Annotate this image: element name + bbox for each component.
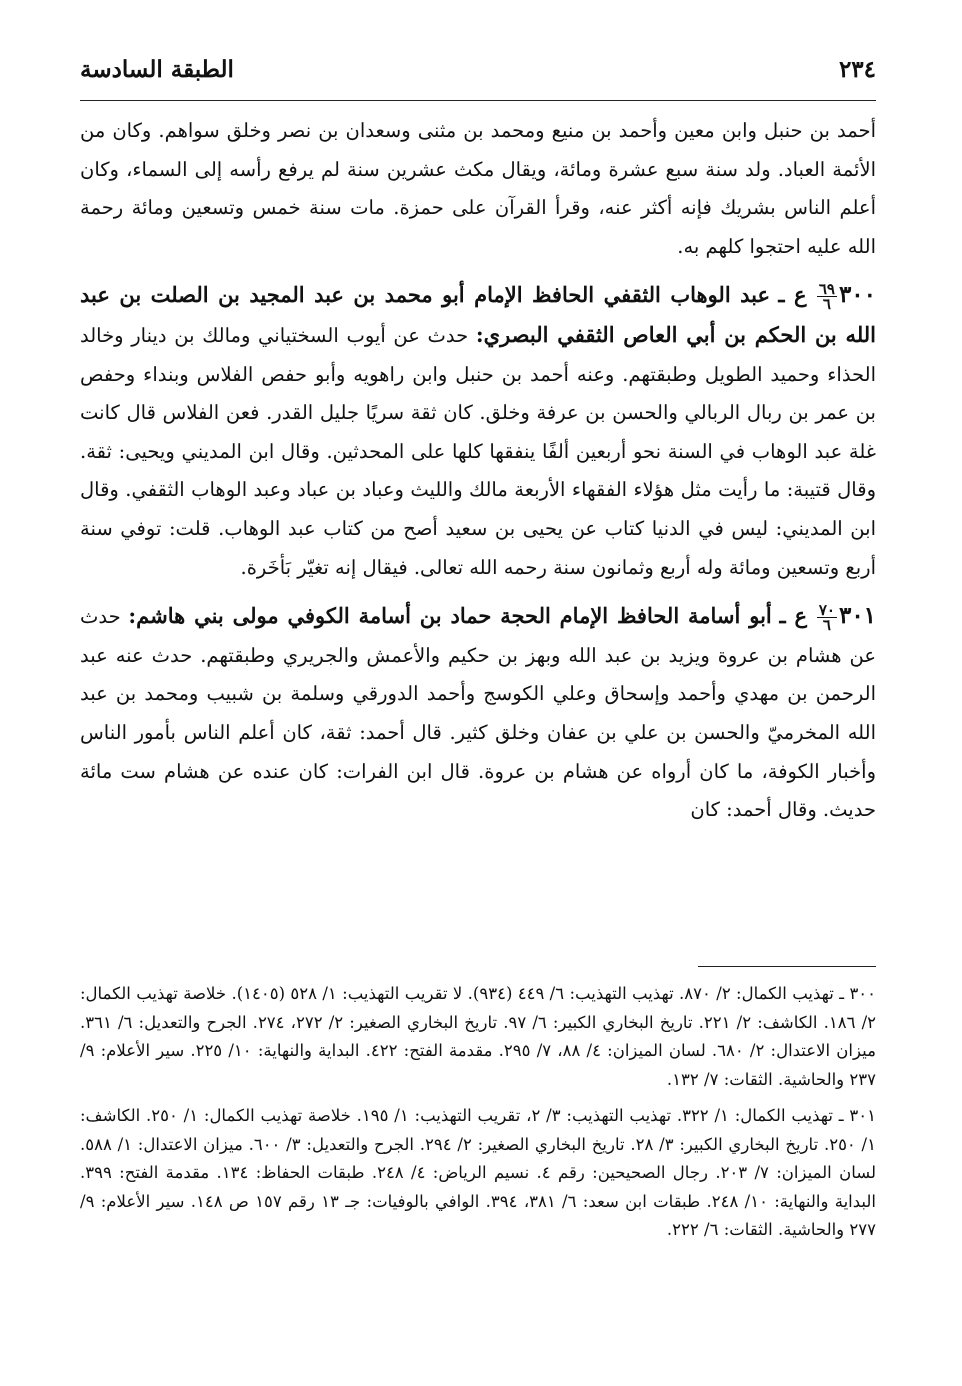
entry-fraction: $\frac{٦٩}{٦}$	[818, 280, 835, 314]
main-text	[80, 112, 876, 830]
entry-code: ع ـ	[779, 603, 808, 629]
entry-name: عبد الوهاب الثقفي الحافظ الإمام أبو محمد بن عبد المجيد بن الصلت بن عبد الله بن الحكم بن أبي العاص الثقفي البصري:	[80, 282, 877, 347]
entry-text: حدث عن أيوب السختياني ومالك بن دينار وخالد الحذاء وحميد الطويل وطبقتهم. وعنه أحمد بن حنبل وابن راهويه وأبو حفص الفلاس وبنداء وحفص بن عمر بن ربال الربالي والحسن بن عرفة وخلق. كان ثقة سريًا جليل القدر. فعن الفلاس قال كانت غلة عبد الوهاب في السنة نحو أربعين ألفًا ينفقها كلها على المحدثين. وقال ابن المديني ويحيى: ثقة. وقال قتيبة: ما رأيت مثل هؤلاء الفقهاء الأربعة مالك والليث وعباد بن عباد وعبد الوهاب الثقفي. وقال ابن المديني: ليس في الدنيا كتاب عن يحيى بن سعيد أصح من كتاب عبد الوهاب. قلت: توفي سنة أربع وتسعين ومائة وله أربع وثمانون سنة رحمه الله تعالى. فيقال إنه تغيّر بَأخَرة.	[80, 323, 876, 579]
entry-name: أبو أسامة الحافظ الإمام الحجة حماد بن أسامة الكوفي مولى بني هاشم:	[128, 603, 772, 629]
section-title: الطبقة السادسة	[80, 56, 234, 83]
entry-number: ٣٠٠	[838, 281, 877, 309]
entry-text: حدث عن هشام بن عروة ويزيد بن عبد الله وبهز بن حكيم والأعمش والجريري وطبقتهم. حدث عنه عبد الرحمن بن مهدي وأحمد وإسحاق وعلي الكوسج وأحمد الدورقي وسلمة بن شبيب ومحمد بن عبد الله المخرميّ والحسن بن علي بن عفان وخلق كثير. قال أحمد: ثقة، كان أعلم الناس بأمور الناس وأخبار الكوفة، ما كان أرواه عن هشام بن عروة. قال ابن الفرات: كان عنده عن هشام ست مائة حديث. وقال أحمد: كان	[80, 605, 876, 822]
entry-number: ٣٠١	[838, 602, 877, 630]
entry-fraction: $\frac{٧٠}{٦}$	[818, 601, 835, 635]
footnotes	[80, 980, 876, 1245]
intro-paragraph: أحمد بن حنبل وابن معين وأحمد بن منيع ومحمد بن مثنى وسعدان بن نصر وخلق سواهم. وكان من الأئمة العباد. ولد سنة سبع عشرة ومائة، ويقال مكث عشرين سنة لم يرفع رأسه إلى السماء، وكان أعلم الناس بشريك فإنه أكثر عنه، وقرأ القرآن على حمزة. مات سنة خمس وتسعين ومائة رحمة الله عليه احتجوا كلهم به.	[80, 119, 876, 258]
footnote-300: ٣٠٠ ـ تهذيب الكمال: ٢/ ٨٧٠. تهذيب التهذيب: ٦/ ٤٤٩ (٩٣٤). لا تقريب التهذيب: ١/ ٥٢٨ (١٤٠٥). خلاصة تهذيب الكمال: ٢/ ١٨٦. الكاشف: ٢/ ٢٢١. تاريخ البخاري الكبير: ٦/ ٩٧. تاريخ البخاري الصغير: ٢/ ٢٧٢، ٢٧٤. الجرح والتعديل: ٦/ ٣٦١. ميزان الاعتدال: ٢/ ٦٨٠. لسان الميزان: ٤/ ٨٨، ٧/ ٢٩٥. مقدمة الفتح: ٤٢٢. البداية والنهاية: ١٠/ ٢٢٥. سير الأعلام: ٩/ ٢٣٧ والحاشية. الثقات: ٧/ ١٣٢.	[80, 984, 877, 1089]
entry-code: ع ـ	[778, 282, 807, 308]
biography-entry-301	[80, 597, 876, 830]
page-header	[80, 56, 876, 101]
biography-entry-300	[80, 276, 876, 587]
page-number: ٢٣٤	[838, 56, 876, 83]
footnote-separator	[698, 966, 876, 967]
footnote-301: ٣٠١ ـ تهذيب الكمال: ١/ ٣٢٢. تهذيب التهذيب: ٣/ ٢، تقريب التهذيب: ١/ ١٩٥. خلاصة تهذيب الكمال: ١/ ٢٥٠. الكاشف: ١/ ٢٥٠. تاريخ البخاري الكبير: ٣/ ٢٨. تاريخ البخاري الصغير: ٢/ ٢٩٤. الجرح والتعديل: ٣/ ٦٠٠. ميزان الاعتدال: ١/ ٥٨٨. لسان الميزان: ٧/ ٢٠٣. رجال الصحيحين: رقم ٤. نسيم الرياض: ٤/ ٢٤٨. طبقات الحفاظ: ١٣٤. مقدمة الفتح: ٣٩٩. البداية والنهاية: ١٠/ ٢٤٨. طبقات ابن سعد: ٦/ ٣٨١، ٣٩٤. الوافي بالوفيات: جـ ١٣ رقم ١٥٧ ص ١٤٨. سير الأعلام: ٩/ ٢٧٧ والحاشية. الثقات: ٦/ ٢٢٢.	[80, 1106, 877, 1239]
